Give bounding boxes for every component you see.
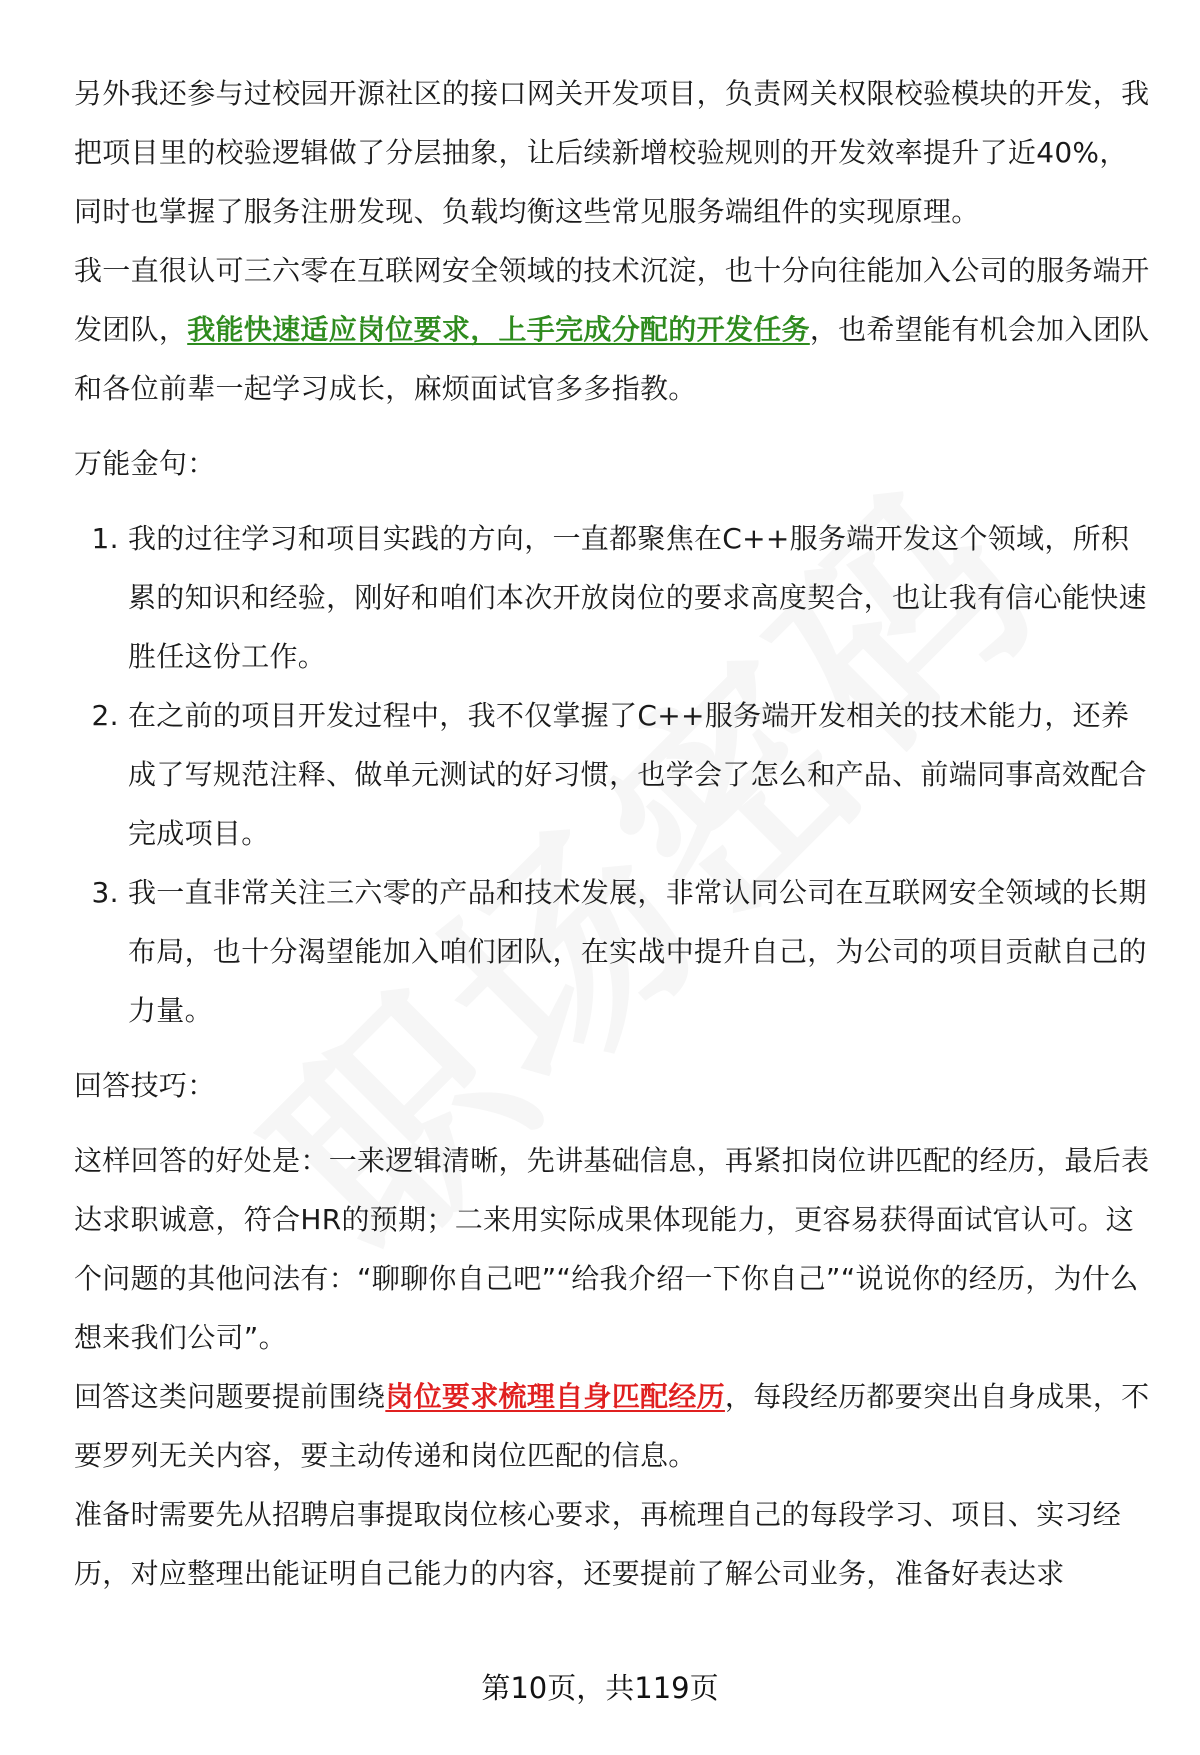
section-heading-golden: 万能金句： — [74, 447, 216, 480]
paragraph-motivation-text-end: ，也希望能有机会加入团队和各位前辈一起学习成长，麻烦面试官多多指教。 — [74, 313, 1150, 405]
paragraph-motivation — [74, 241, 1154, 418]
paragraph-tips-focus-text-end: ，每段经历都要突出自身成果，不要罗列无关内容，要主动传递和岗位匹配的信息。 — [74, 1380, 1150, 1472]
paragraph-motivation-text: 我一直很认可三六零在互联网安全领域的技术沉淀，也十分向往能加入公司的服务端开发团队， — [74, 254, 1150, 346]
page-number-footer: 第10页，共119页 — [481, 1671, 719, 1705]
document-body — [74, 64, 1154, 1603]
paragraph-tips-focus — [74, 1367, 1154, 1485]
golden-sentence-list — [74, 509, 1154, 1040]
paragraph-project-experience: 另外我还参与过校园开源社区的接口网关开发项目，负责网关权限校验模块的开发，我把项目里的校验逻辑做了分层抽象，让后续新增校验规则的开发效率提升了近40%，同时也掌握了服务注册发现、负载均衡这些常见服务端组件的实现原理。 — [74, 77, 1150, 228]
list-item: 2. 在之前的项目开发过程中，我不仅掌握了C++服务端开发相关的技术能力，还养成了写规范注释、做单元测试的好习惯，也学会了怎么和产品、前端同事高效配合完成项目。 — [128, 686, 1154, 863]
paragraph-tips-focus-text: 回答这类问题要提前围绕 — [74, 1380, 386, 1413]
list-item: 1. 我的过往学习和项目实践的方向，一直都聚焦在C++服务端开发这个领域，所积累的知识和经验，刚好和咱们本次开放岗位的要求高度契合，也让我有信心能快速胜任这份工作。 — [128, 509, 1154, 686]
list-item: 3. 我一直非常关注三六零的产品和技术发展，非常认同公司在互联网安全领域的长期布局，也十分渴望能加入咱们团队，在实战中提升自己，为公司的项目贡献自己的力量。 — [128, 863, 1154, 1040]
paragraph-tips-benefit: 这样回答的好处是：一来逻辑清晰，先讲基础信息，再紧扣岗位讲匹配的经历，最后表达求职诚意，符合HR的预期；二来用实际成果体现能力，更容易获得面试官认可。这个问题的其他问法有：“聊聊你自己吧”“给我介绍一下你自己”“说说你的经历，为什么想来我们公司”。 — [74, 1144, 1150, 1354]
highlight-red-phrase: 岗位要求梳理自身匹配经历 — [385, 1380, 725, 1413]
section-heading-tips: 回答技巧： — [74, 1069, 216, 1102]
paragraph-tips-preparation: 准备时需要先从招聘启事提取岗位核心要求，再梳理自己的每段学习、项目、实习经历，对应整理出能证明自己能力的内容，还要提前了解公司业务，准备好表达求 — [74, 1498, 1122, 1590]
highlight-green-phrase: 我能快速适应岗位要求，上手完成分配的开发任务 — [187, 313, 810, 346]
